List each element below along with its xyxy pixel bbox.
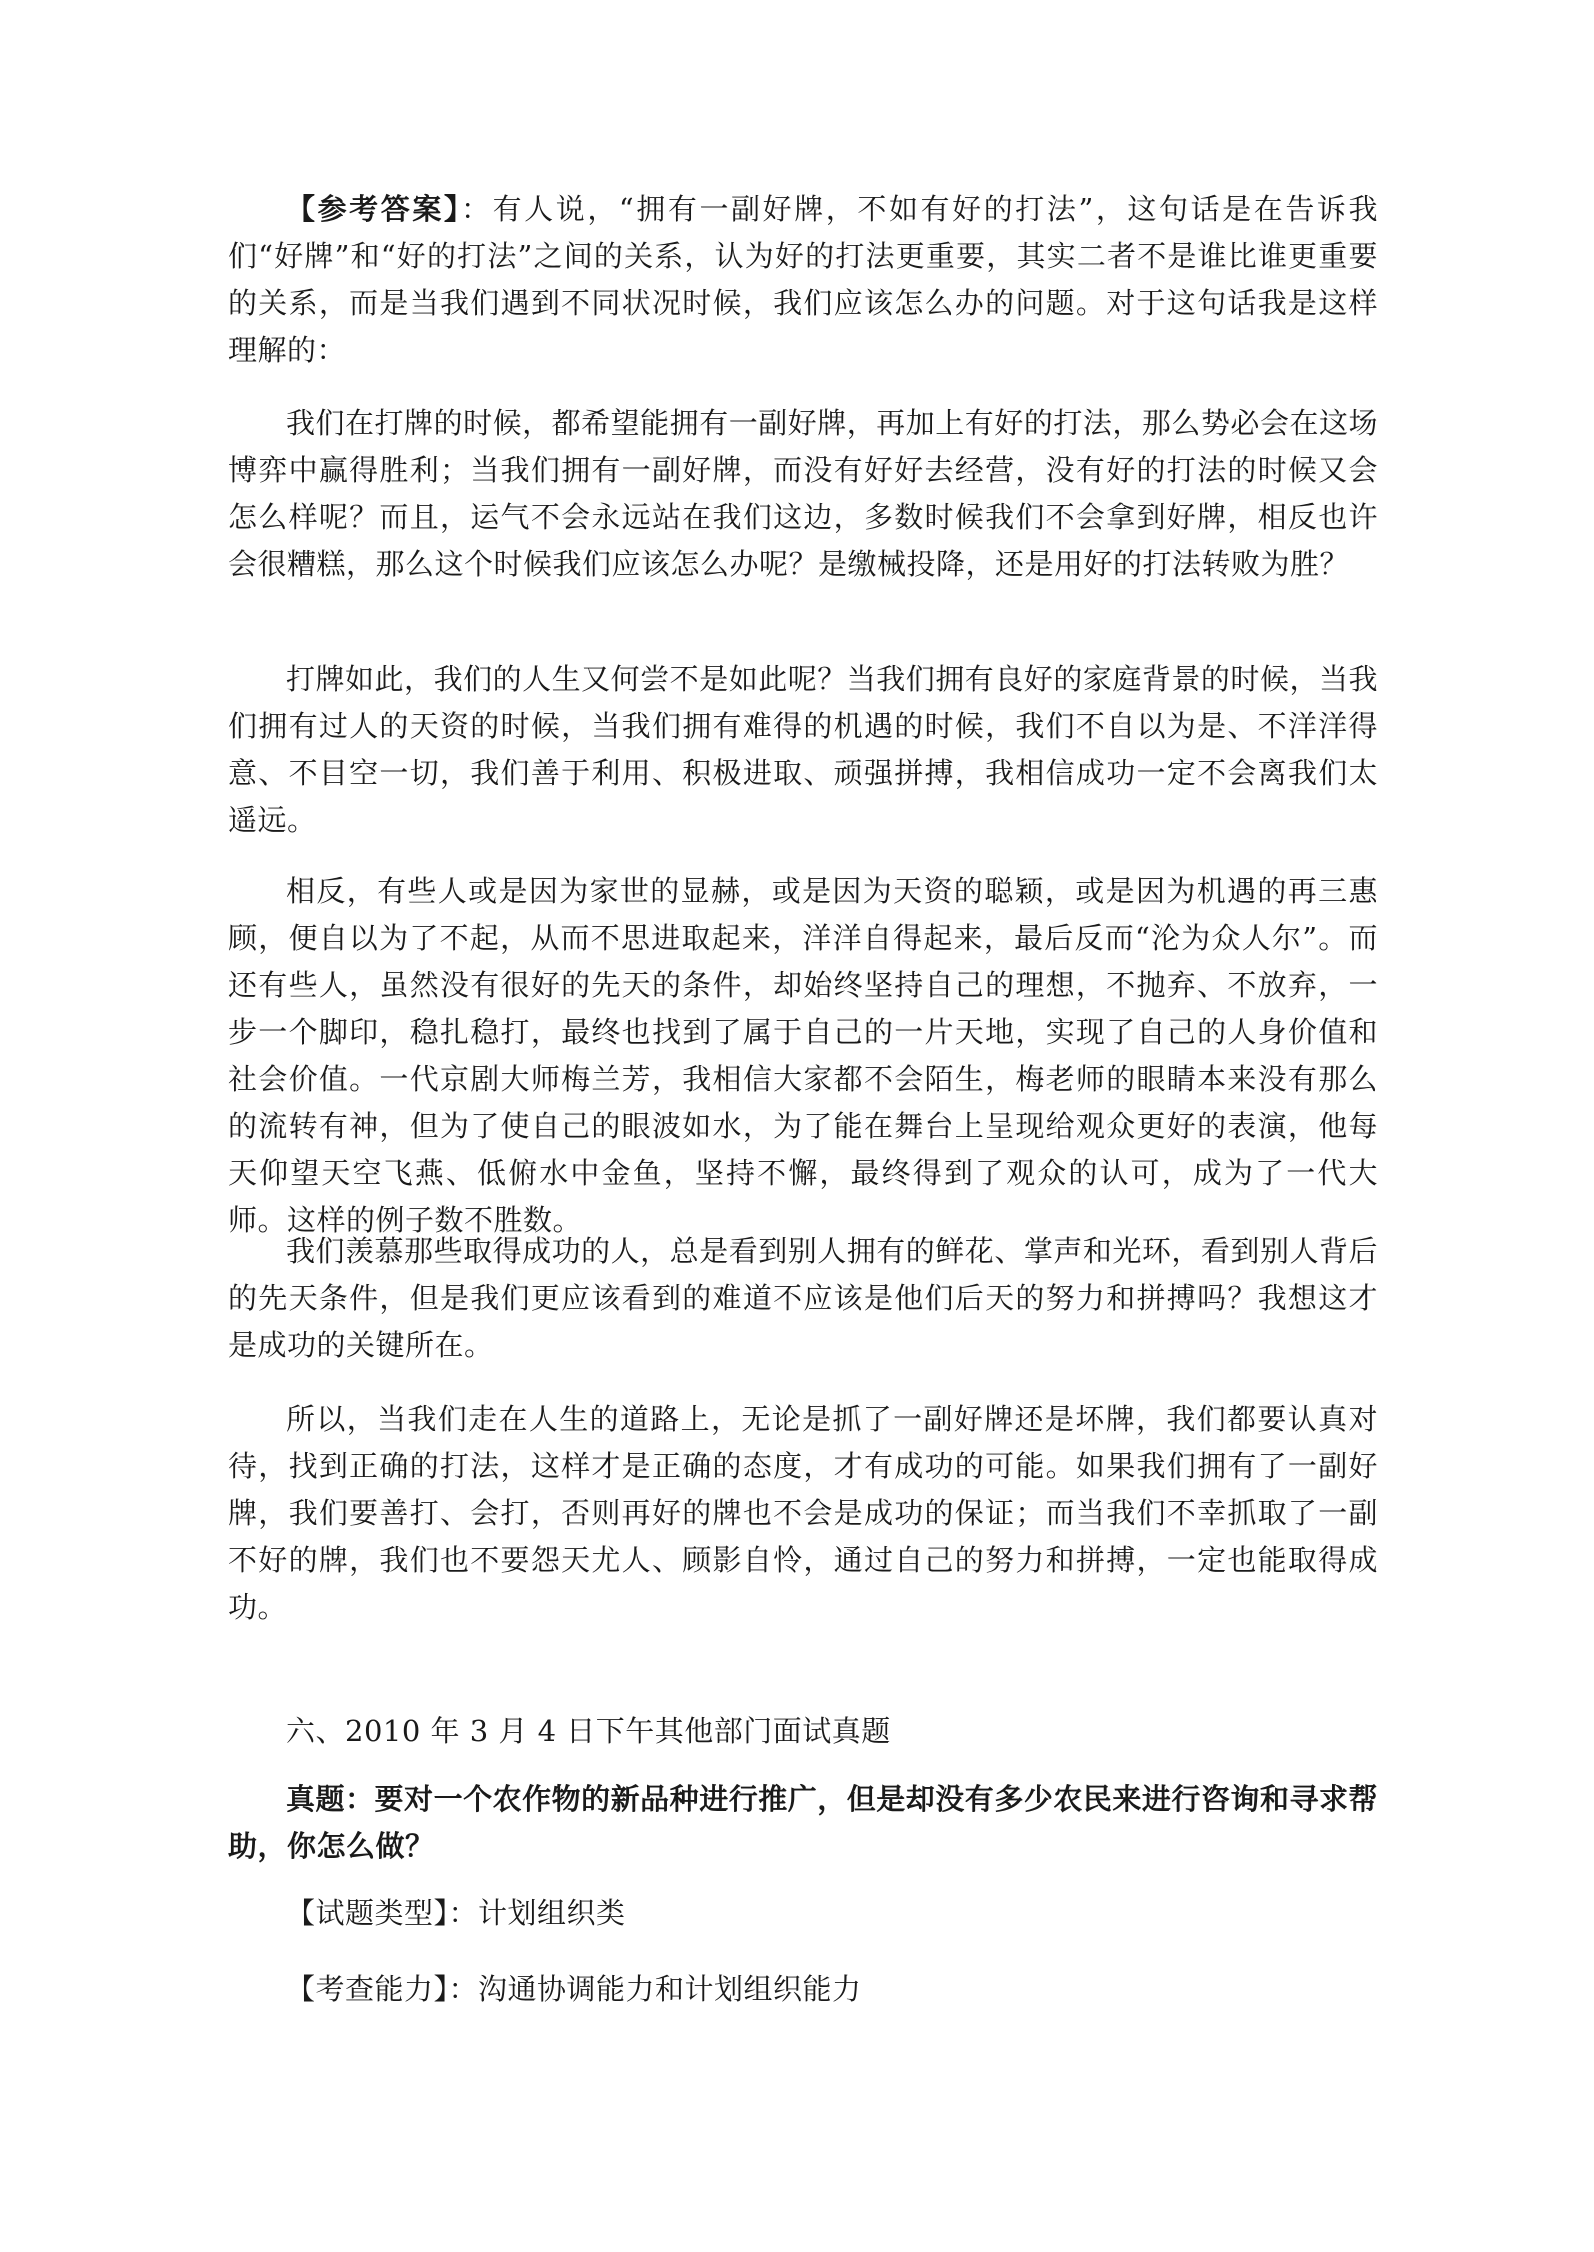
section-heading: 六、2010 年 3 月 4 日下午其他部门面试真题	[286, 1714, 891, 1748]
ability-value: ：沟通协调能力和计划组织能力	[448, 1972, 862, 2006]
answer-paragraph-3: 相反，有些人或是因为家世的显赫，或是因为天资的聪颖，或是因为机遇的再三惠顾，便自以为了不起，从而不思进取起来，洋洋自得起来，最后反而“沦为众人尔”。而还有些人，虽然没有很好的先天的条件，却始终坚持自己的理想，不抛弃、不放弃，一步一个脚印，稳扎稳打，最终也找到了属于自己的一片天地，实现了自己的人身价值和社会价值。一代京剧大师梅兰芳，我相信大家都不会陌生，梅老师的眼睛本来没有那么的流转有神，但为了使自己的眼波如水，为了能在舞台上呈现给观众更好的表演，他每天仰望天空飞燕、低俯水中金鱼，坚持不懈，最终得到了观众的认可，成为了一代大师。这样的例子数不胜数。	[228, 874, 1378, 1237]
question-type-label: 【试题类型】	[286, 1896, 449, 1930]
answer-intro-text: ：有人说，“拥有一副好牌，不如有好的打法”，这句话是在告诉我们“好牌”和“好的打法”之间的关系，认为好的打法更重要，其实二者不是谁比谁更重要的关系，而是当我们遇到不同状况时候，我们应该怎么办的问题。对于这句话我是这样理解的：	[228, 192, 1378, 367]
answer-paragraph-1: 我们在打牌的时候，都希望能拥有一副好牌，再加上有好的打法，那么势必会在这场博弈中赢得胜利；当我们拥有一副好牌，而没有好好去经营，没有好的打法的时候又会怎么样呢？而且，运气不会永远站在我们这边，多数时候我们不会拿到好牌，相反也许会很糟糕，那么这个时候我们应该怎么办呢？是缴械投降，还是用好的打法转败为胜？	[228, 406, 1378, 581]
answer-paragraph-2: 打牌如此，我们的人生又何尝不是如此呢？当我们拥有良好的家庭背景的时候，当我们拥有过人的天资的时候，当我们拥有难得的机遇的时候，我们不自以为是、不洋洋得意、不目空一切，我们善于利用、积极进取、顽强拼搏，我相信成功一定不会离我们太遥远。	[228, 662, 1378, 837]
ability-label: 【考查能力】	[286, 1972, 449, 2006]
question-type-value: ：计划组织类	[448, 1896, 626, 1930]
answer-intro-paragraph	[228, 186, 1378, 374]
ability-line	[228, 1966, 1378, 2013]
answer-paragraph-4: 我们羡慕那些取得成功的人，总是看到别人拥有的鲜花、掌声和光环，看到别人背后的先天条件，但是我们更应该看到的难道不应该是他们后天的努力和拼搏吗？我想这才是成功的关键所在。	[228, 1234, 1378, 1362]
answer-label: 【参考答案】	[286, 192, 461, 226]
question-text: 真题：要对一个农作物的新品种进行推广，但是却没有多少农民来进行咨询和寻求帮助，你怎么做？	[228, 1782, 1378, 1863]
answer-paragraph-5: 所以，当我们走在人生的道路上，无论是抓了一副好牌还是坏牌，我们都要认真对待，找到正确的打法，这样才是正确的态度，才有成功的可能。如果我们拥有了一副好牌，我们要善打、会打，否则再好的牌也不会是成功的保证；而当我们不幸抓取了一副不好的牌，我们也不要怨天尤人、顾影自怜，通过自己的努力和拼搏，一定也能取得成功。	[228, 1402, 1378, 1624]
question-type-line	[228, 1890, 1378, 1937]
